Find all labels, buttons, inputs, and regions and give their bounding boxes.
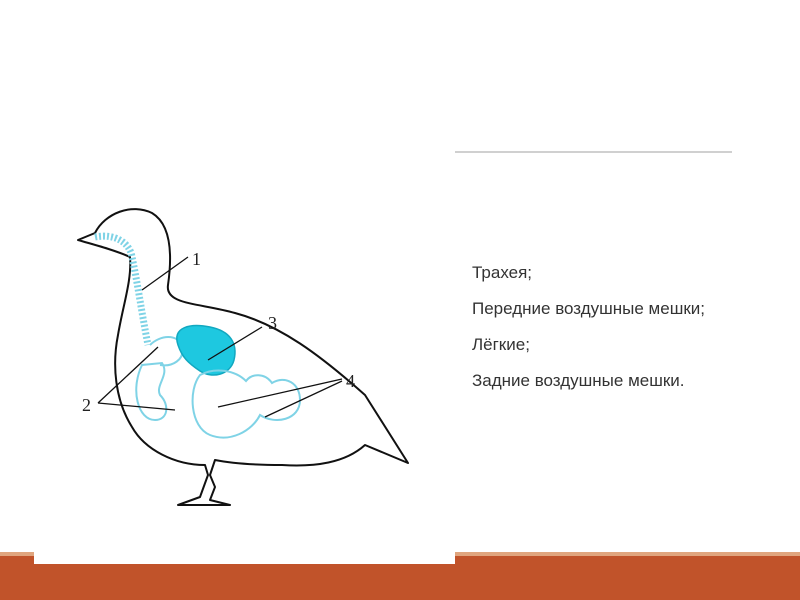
legend-item-lungs: Лёгкие; (472, 335, 530, 354)
label-2: 2 (82, 395, 91, 415)
footer-white-block (34, 548, 455, 564)
lung (177, 326, 235, 375)
title-divider (455, 151, 732, 153)
leader-line-1 (142, 257, 188, 290)
label-3: 3 (268, 313, 277, 333)
legend-item-posterior-air-sacs: Задние воздушные мешки. (472, 371, 685, 390)
legend-item-trachea: Трахея; (472, 263, 533, 282)
legend-list (472, 262, 772, 406)
label-1: 1 (192, 249, 201, 269)
bird-respiratory-diagram (60, 195, 440, 520)
label-4: 4 (346, 371, 355, 391)
bird-diagram-svg (60, 195, 440, 520)
leader-line-2a (98, 347, 158, 403)
bird-outline (78, 209, 408, 505)
leader-line-4b (265, 381, 342, 417)
leader-line-4a (218, 379, 342, 407)
posterior-air-sacs (193, 370, 300, 437)
leader-line-2b (98, 403, 175, 410)
legend-item-anterior-air-sacs: Передние воздушные мешки; (472, 299, 705, 318)
